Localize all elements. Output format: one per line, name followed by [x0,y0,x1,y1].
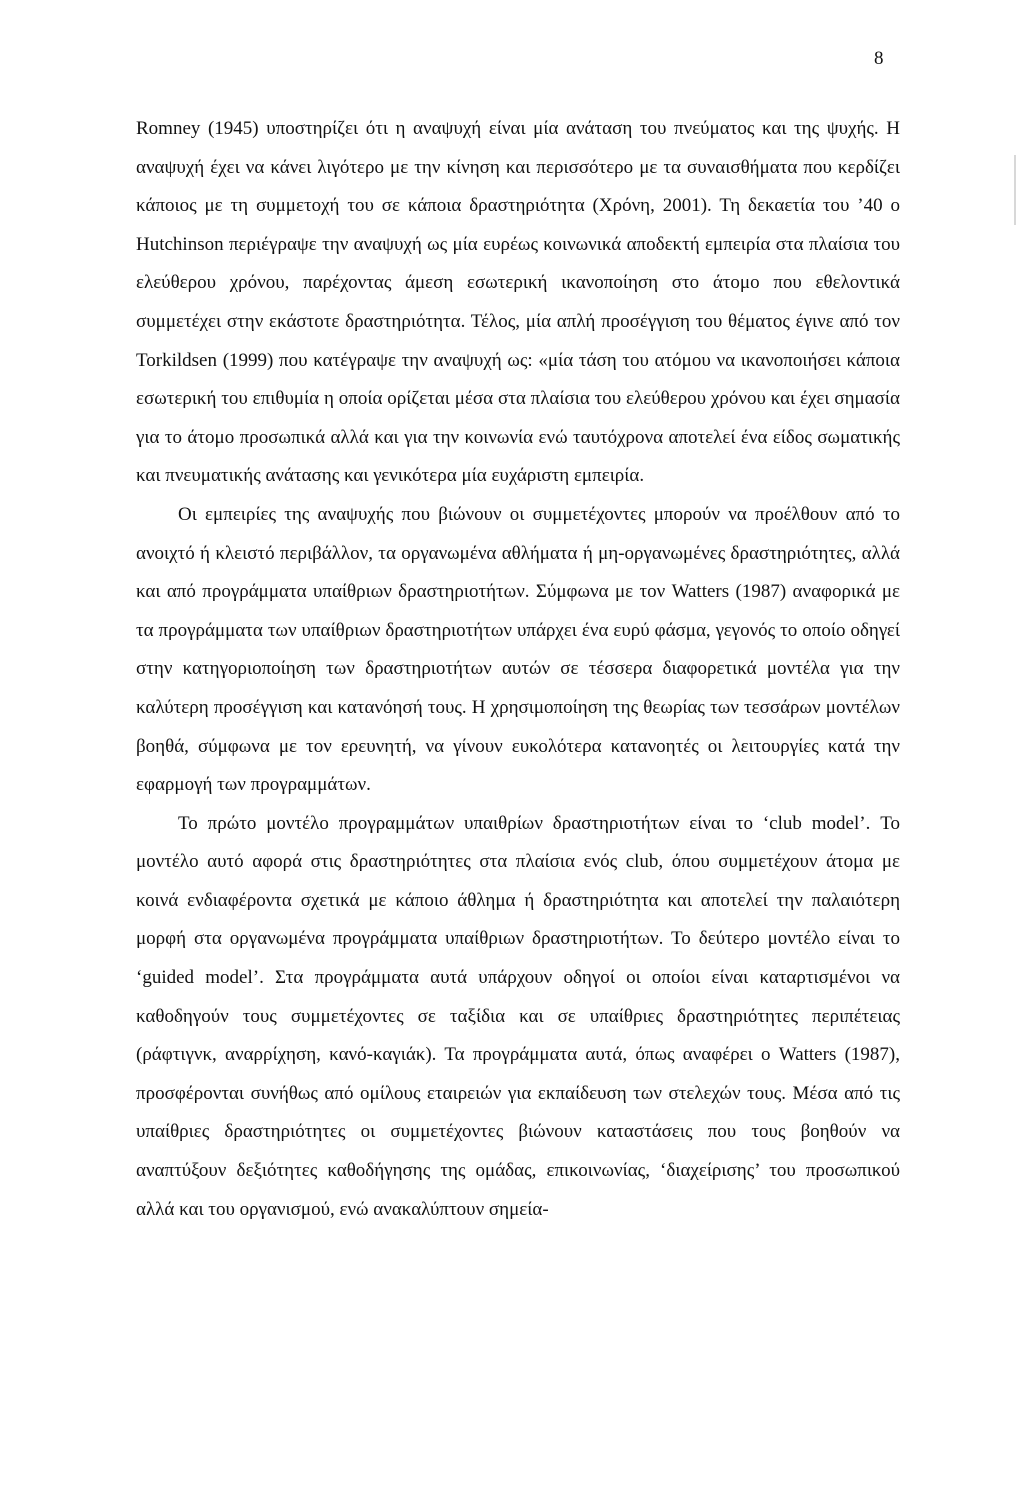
body-text [136,110,900,1229]
paragraph-recreation-experiences: Οι εμπειρίες της αναψυχής που βιώνουν οι συμμετέχοντες μπορούν να προέλθουν από το ανοιχτό ή κλειστό περιβάλλον, τα οργανωμένα αθλήματα ή μη-οργανωμένες δραστηριότητες, αλλά και από προγράμματα υπαίθριων δραστηριοτήτων. Σύμφωνα με τον Watters (1987) αναφορικά με τα προγράμματα των υπαίθριων δραστηριοτήτων υπάρχει ένα ευρύ φάσμα, γεγονός το οποίο οδηγεί στην κατηγοριοποίηση των δραστηριοτήτων αυτών σε τέσσερα διαφορετικά μοντέλα για την καλύτερη προσέγγιση και κατανόησή τους. Η χρησιμοποίηση της θεωρίας των τεσσάρων μοντέλων βοηθά, σύμφωνα με τον ερευνητή, να γίνουν ευκολότερα κατανοητές οι λειτουργίες κατά την εφαρμογή των προγραμμάτων. [136,503,900,796]
page-number: 8 [874,48,884,69]
scan-edge-mark [1014,155,1016,225]
paragraph-program-models: Το πρώτο μοντέλο προγραμμάτων υπαιθρίων δραστηριοτήτων είναι το ‘club model’. Το μοντέλο αυτό αφορά στις δραστηριότητες στα πλαίσια ενός club, όπου συμμετέχουν άτομα με κοινά ενδιαφέροντα σχετικά με κάποιο άθλημα ή δραστηριότητα και αποτελεί την παλαιότερη μορφή στα οργανωμένα προγράμματα υπαίθριων δραστηριοτήτων. Το δεύτερο μοντέλο είναι το ‘guided model’. Στα προγράμματα αυτά υπάρχουν οδηγοί οι οποίοι είναι καταρτισμένοι να καθοδηγούν τους συμμετέχοντες σε ταξίδια και σε υπαίθριες δραστηριότητες περιπέτειας (ράφτιγνκ, αναρρίχηση, κανό-καγιάκ). Τα προγράμματα αυτά, όπως αναφέρει ο Watters (1987), προσφέρονται συνήθως από ομίλους εταιρειών για εκπαίδευση των στελεχών τους. Μέσα από τις υπαίθριες δραστηριότητες οι συμμετέχοντες βιώνουν καταστάσεις που τους βοηθούν να αναπτύξουν δεξιότητες καθοδήγησης της ομάδας, επικοινωνίας, ‘διαχείρισης’ του προσωπικού αλλά και του οργανισμού, ενώ ανακαλύπτουν σημεία- [136,812,900,1220]
paragraph-recreation-definitions: Romney (1945) υποστηρίζει ότι η αναψυχή είναι μία ανάταση του πνεύματος και της ψυχής. Η αναψυχή έχει να κάνει λιγότερο με την κίνηση και περισσότερο με τα συναισθήματα που κερδίζει κάποιος με τη συμμετοχή του σε κάποια δραστηριότητα (Χρόνη, 2001). Τη δεκαετία του ’40 ο Hutchinson περιέγραψε την αναψυχή ως μία ευρέως κοινωνικά αποδεκτή εμπειρία στα πλαίσια του ελεύθερου χρόνου, παρέχοντας άμεση εσωτερική ικανοποίηση στο άτομο που εθελοντικά συμμετέχει στην εκάστοτε δραστηριότητα. Τέλος, μία απλή προσέγγιση του θέματος έγινε από τον Torkildsen (1999) που κατέγραψε την αναψυχή ως: «μία τάση του ατόμου να ικανοποιήσει κάποια εσωτερική του επιθυμία η οποία ορίζεται μέσα στα πλαίσια του ελεύθερου χρόνου και έχει σημασία για το άτομο προσωπικά αλλά και για την κοινωνία ενώ ταυτόχρονα αποτελεί ένα είδος σωματικής και πνευματικής ανάτασης και γενικότερα μία ευχάριστη εμπειρία. [136,118,900,487]
